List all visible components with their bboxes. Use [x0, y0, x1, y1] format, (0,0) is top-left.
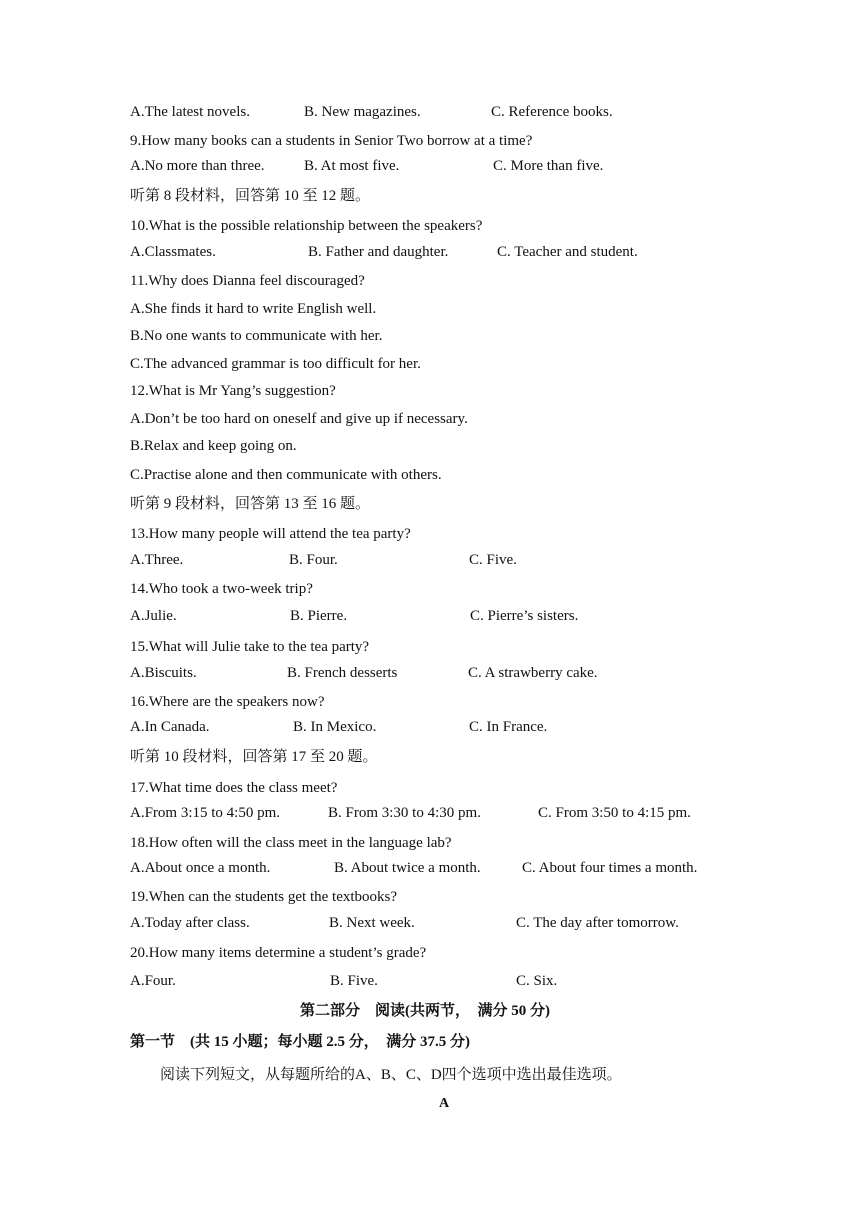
- question-14: 14.Who took a two-week trip?: [130, 581, 313, 597]
- option-c: C.The advanced grammar is too difficult for her.: [130, 356, 421, 372]
- option-a: A.Today after class.: [130, 915, 250, 931]
- listening-instruction-9: 听第 9 段材料，回答第 13 至 16 题。: [130, 496, 371, 512]
- option-a: A.Four.: [130, 973, 176, 989]
- option-c: C. Teacher and student.: [497, 244, 638, 260]
- option-c: C. Pierre’s sisters.: [470, 608, 579, 624]
- option-a: A.Don’t be too hard on oneself and give up if necessary.: [130, 411, 468, 427]
- option-b: B. Five.: [330, 973, 378, 989]
- option-a: A.No more than three.: [130, 158, 265, 174]
- option-c: C. From 3:50 to 4:15 pm.: [538, 805, 691, 821]
- option-b: B.Relax and keep going on.: [130, 438, 297, 454]
- question-15: 15.What will Julie take to the tea party?: [130, 639, 370, 655]
- option-c: C. The day after tomorrow.: [516, 915, 679, 931]
- option-a: A.In Canada.: [130, 719, 210, 735]
- option-c: C. In France.: [469, 719, 548, 735]
- option-b: B. Father and daughter.: [308, 244, 449, 260]
- question-13: 13.How many people will attend the tea party?: [130, 526, 411, 542]
- question-16: 16.Where are the speakers now?: [130, 694, 325, 710]
- option-b: B. At most five.: [304, 158, 400, 174]
- option-b: B. French desserts: [287, 665, 398, 681]
- option-b: B. About twice a month.: [334, 860, 481, 876]
- option-a: A.Julie.: [130, 608, 177, 624]
- listening-instruction-10: 听第 10 段材料，回答第 17 至 20 题。: [130, 749, 378, 765]
- option-b: B.No one wants to communicate with her.: [130, 328, 383, 344]
- option-c: C. More than five.: [493, 158, 604, 174]
- option-c: C. A strawberry cake.: [468, 665, 598, 681]
- question-9: 9.How many books can a students in Senior Two borrow at a time?: [130, 133, 533, 149]
- option-c: C. About four times a month.: [522, 860, 698, 876]
- option-a: A.She finds it hard to write English well.: [130, 301, 377, 317]
- section-one-heading: 第一节 (共 15 小题；每小题 2.5 分， 满分 37.5 分): [130, 1034, 470, 1050]
- option-a: A.Three.: [130, 552, 184, 568]
- option-a: A.The latest novels.: [130, 104, 250, 120]
- option-a: A.Biscuits.: [130, 665, 197, 681]
- question-12: 12.What is Mr Yang’s suggestion?: [130, 383, 336, 399]
- question-19: 19.When can the students get the textbooks?: [130, 889, 398, 905]
- option-b: B. Four.: [289, 552, 338, 568]
- option-c: C. Reference books.: [491, 104, 613, 120]
- option-c: C.Practise alone and then communicate with others.: [130, 467, 442, 483]
- listening-instruction-8: 听第 8 段材料，回答第 10 至 12 题。: [130, 188, 371, 204]
- option-a: A.From 3:15 to 4:50 pm.: [130, 805, 281, 821]
- question-17: 17.What time does the class meet?: [130, 780, 338, 796]
- option-c: C. Six.: [516, 973, 558, 989]
- question-11: 11.Why does Dianna feel discouraged?: [130, 273, 365, 289]
- option-a: A.Classmates.: [130, 244, 216, 260]
- question-18: 18.How often will the class meet in the language lab?: [130, 835, 452, 851]
- option-b: B. Pierre.: [290, 608, 348, 624]
- option-a: A.About once a month.: [130, 860, 271, 876]
- passage-label: A: [439, 1096, 450, 1111]
- option-b: B. Next week.: [329, 915, 415, 931]
- question-10: 10.What is the possible relationship between the speakers?: [130, 218, 483, 234]
- reading-instruction: 阅读下列短文，从每题所给的A、B、C、D四个选项中选出最佳选项。: [160, 1067, 622, 1083]
- option-c: C. Five.: [469, 552, 517, 568]
- option-b: B. In Mexico.: [293, 719, 377, 735]
- option-b: B. From 3:30 to 4:30 pm.: [328, 805, 481, 821]
- option-b: B. New magazines.: [304, 104, 421, 120]
- question-20: 20.How many items determine a student’s grade?: [130, 945, 427, 961]
- part-two-heading: 第二部分 阅读(共两节， 满分 50 分): [300, 1003, 550, 1019]
